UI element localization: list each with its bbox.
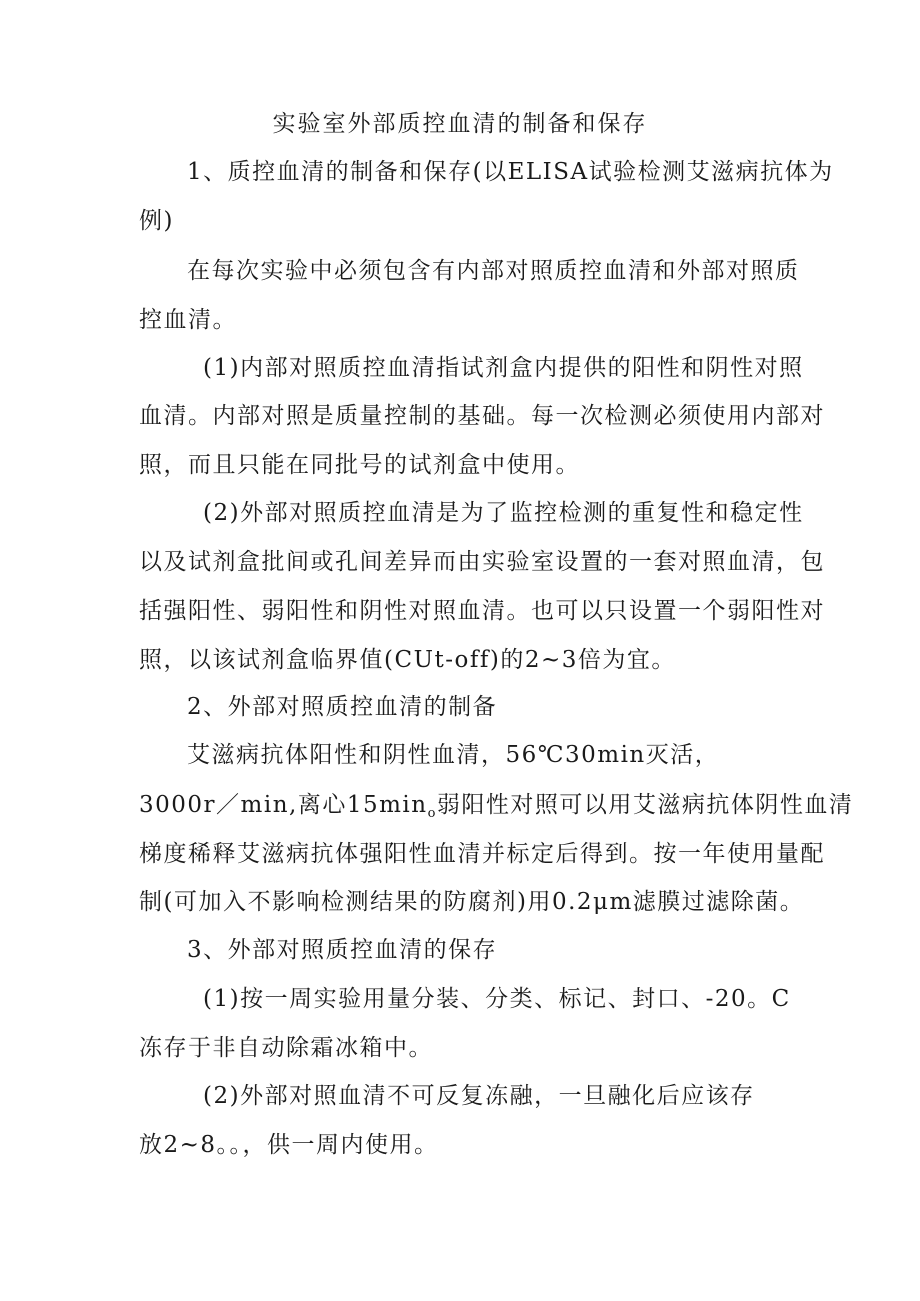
section-heading: 2、外部对照质控血清的制备 [187, 694, 498, 720]
section-heading: 3、外部对照质控血清的保存 [187, 937, 498, 963]
text-line: 1、质控血清的制备和保存(以ELISA试验检测艾滋病抗体为 [187, 159, 834, 185]
text-line: 艾滋病抗体阳性和阴性血清，56℃30min灭活， [187, 742, 720, 768]
text-line: (1)按一周实验用量分装、分类、标记、封口、-20。C [203, 986, 791, 1012]
text-line: 例) [139, 208, 174, 234]
text-line: 控血清。 [139, 307, 237, 333]
text-line: 照，而且只能在同批号的试剂盒中使用。 [139, 452, 580, 478]
text-line: 在每次实验中必须包含有内部对照质控血清和外部对照质 [187, 258, 800, 284]
text-line: 梯度稀释艾滋病抗体强阳性血清并标定后得到。按一年使用量配 [139, 841, 825, 867]
text-line: 冻存于非自动除霜冰箱中。 [139, 1035, 433, 1061]
text-line: (2)外部对照血清不可反复冻融，一旦融化后应该存 [203, 1083, 755, 1109]
text-line: 血清。内部对照是质量控制的基础。每一次检测必须使用内部对 [139, 403, 825, 429]
text-line: 制(可加入不影响检测结果的防腐剂)用0.2μm滤膜过滤除菌。 [139, 889, 805, 915]
text-line: 放2~8。。，供一周内使用。 [139, 1132, 439, 1158]
text-line: 括强阳性、弱阳性和阴性对照血清。也可以只设置一个弱阳性对 [139, 598, 825, 624]
text-segment: 弱阳性对照可以用艾滋病抗体阴性血清 [436, 792, 854, 818]
text-segment: 3000r／min,离心15min [139, 792, 428, 818]
text-line: (1)内部对照质控血清指试剂盒内提供的阳性和阴性对照 [203, 355, 804, 381]
text-line: (2)外部对照质控血清是为了监控检测的重复性和稳定性 [203, 500, 804, 526]
text-line: 以及试剂盒批间或孔间差异而由实验室设置的一套对照血清，包 [139, 549, 825, 575]
text-line: 照，以该试剂盒临界值(CUt-off)的2~3倍为宜。 [139, 647, 676, 673]
document-title: 实验室外部质控血清的制备和保存 [272, 111, 648, 137]
subscript-mark: o [427, 806, 437, 821]
text-line [139, 790, 853, 829]
